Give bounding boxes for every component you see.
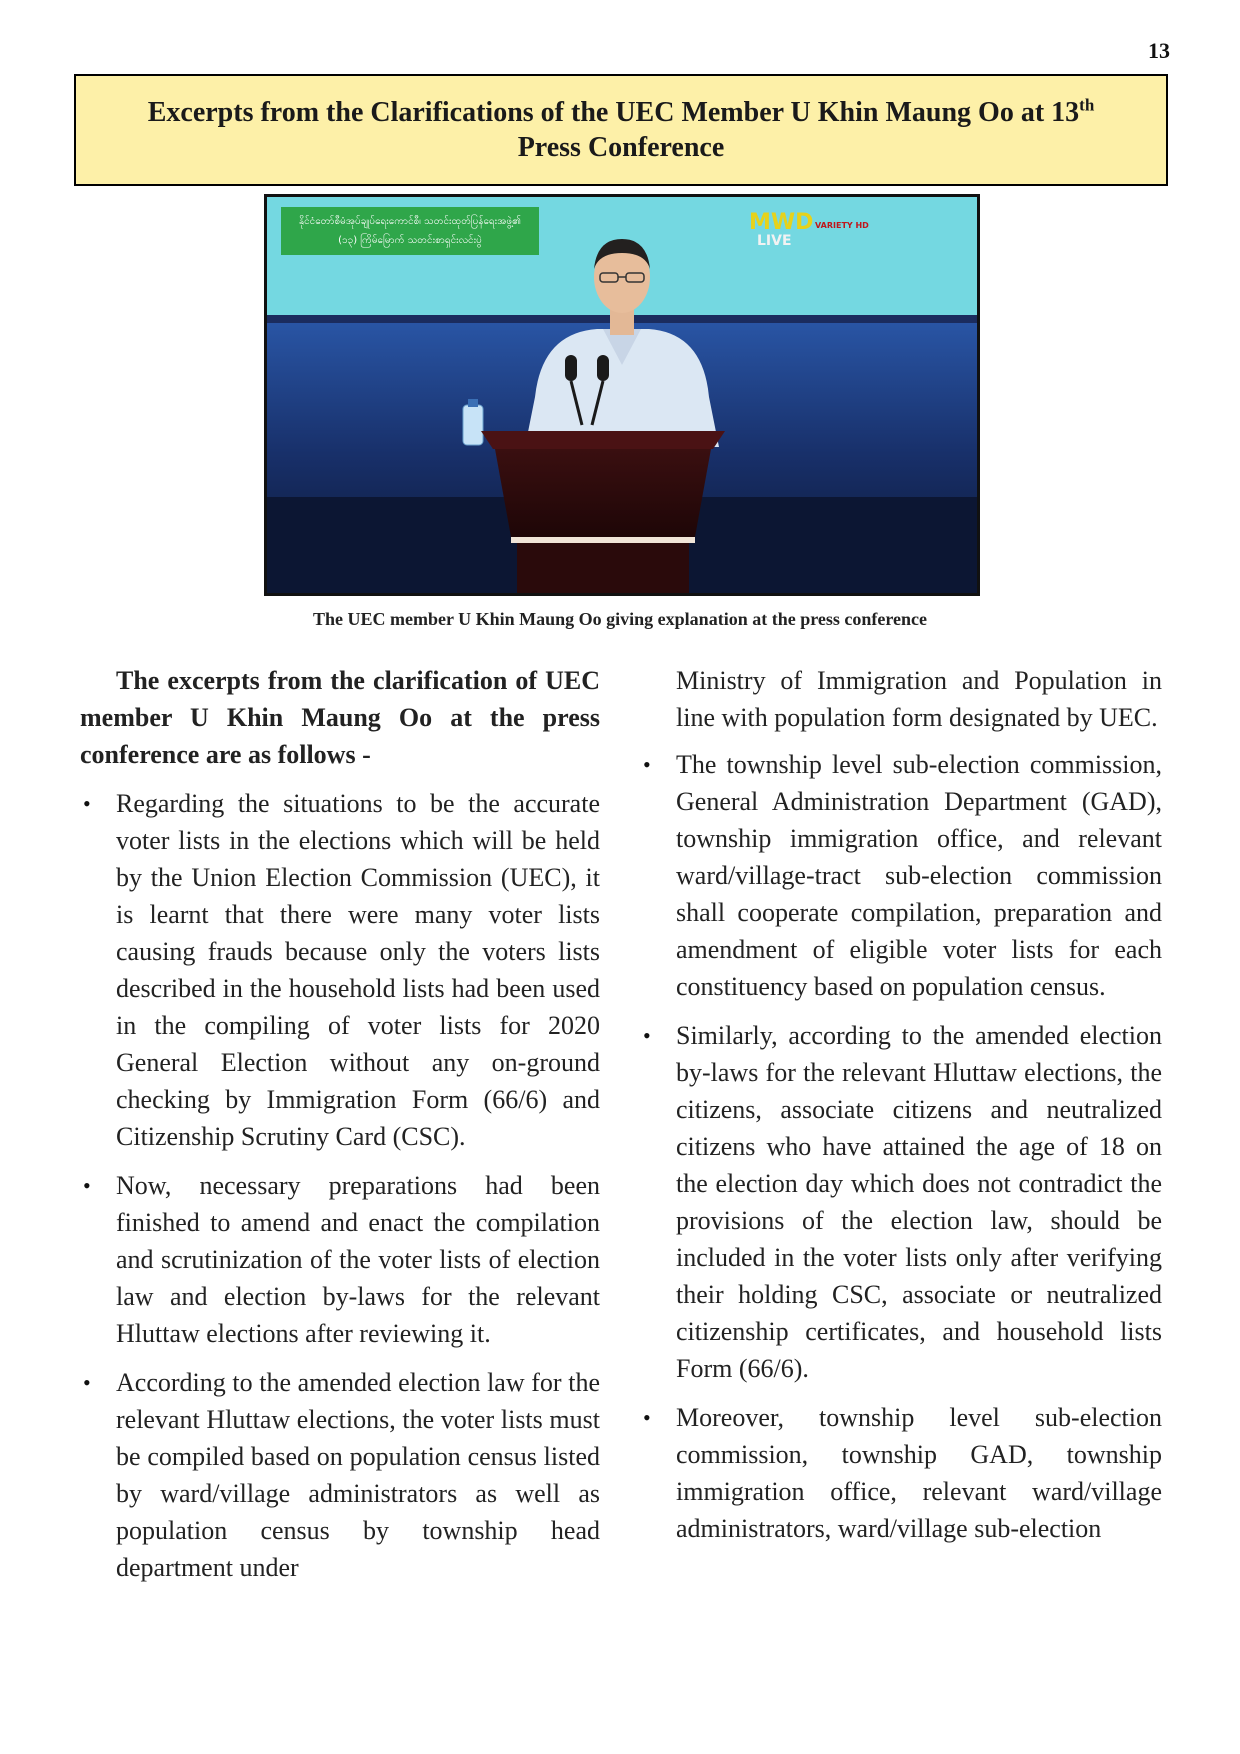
bullet-item: • Similarly, according to the amended election by-laws for the relevant Hluttaw elections, the citizens, associate citizens and neutralized citizens who have attained the age of 18 on the election day which does not contradict the provisions of the election law, should be included in the voter lists only after verifying their holding CSC, associate or neutralized citizenship certificates, and household lists Form (66/6). [640, 1017, 1162, 1387]
intro-paragraph: The excerpts from the clarification of UEC member U Khin Maung Oo at the press conference are as follows - [80, 666, 600, 769]
left-column [80, 662, 600, 1598]
title-superscript: th [1079, 95, 1095, 115]
continued-paragraph: Ministry of Immigration and Population in line with population form designated by UEC. [676, 666, 1162, 732]
title-line-1 [148, 95, 1095, 130]
left-bullet-list [80, 785, 600, 1586]
water-bottle [463, 405, 483, 445]
logo-tag: VARIETY HD [815, 221, 869, 230]
logo-text: MWD [749, 210, 814, 235]
title-line-2: Press Conference [517, 132, 725, 163]
bullet-item: • The township level sub-election commission, General Administration Department (GAD), township immigration office, and relevant ward/village-tract sub-election commission shall cooperate compilation, preparation and amendment of eligible voter lists for each constituency based on population census. [640, 746, 1162, 1005]
bullet-item: • Moreover, township level sub-election commission, township GAD, township immigration office, relevant ward/village administrators, ward/village sub-election [640, 1399, 1162, 1547]
banner-line-2: (၁၃) ကြိမ်မြောက် သတင်းစာရှင်းလင်းပွဲ [338, 235, 482, 246]
right-column [640, 662, 1162, 1559]
bullet-item: • Regarding the situations to be the accurate voter lists in the elections which will be held by the Union Election Commission (UEC), it is learnt that there were many voter lists causing frauds because only the voters lists described in the household lists had been used in the compiling of voter lists for 2020 General Election without any on-ground checking by Immigration Form (66/6) and Citizenship Scrutiny Card (CSC). [80, 785, 600, 1155]
press-conference-photo [264, 194, 980, 596]
right-bullet-list [640, 746, 1162, 1547]
title-main: Excerpts from the Clarifications of the UEC Member U Khin Maung Oo at 13 [147, 97, 1080, 128]
logo-sub: LIVE [757, 233, 792, 249]
photo-caption: The UEC member U Khin Maung Oo giving explanation at the press conference [312, 609, 927, 629]
green-banner [281, 207, 539, 255]
bullet-item: • According to the amended election law for the relevant Hluttaw elections, the voter lists must be compiled based on population census listed by ward/village administrators as well as population census by township head department under [80, 1364, 600, 1586]
bullet-item: • Now, necessary preparations had been finished to amend and enact the compilation and scrutinization of the voter lists of election law and election by-laws for the relevant Hluttaw elections after reviewing it. [80, 1167, 600, 1352]
banner-line-1: နိုင်ငံတော်စီမံအုပ်ချုပ်ရေးကောင်စီ၊ သတင်းထုတ်ပြန်ရေးအဖွဲ့၏ [298, 216, 522, 227]
page-number: 13 [1148, 38, 1170, 63]
podium [495, 449, 711, 537]
photo-illustration [267, 197, 977, 593]
article-title-box [74, 74, 1168, 186]
